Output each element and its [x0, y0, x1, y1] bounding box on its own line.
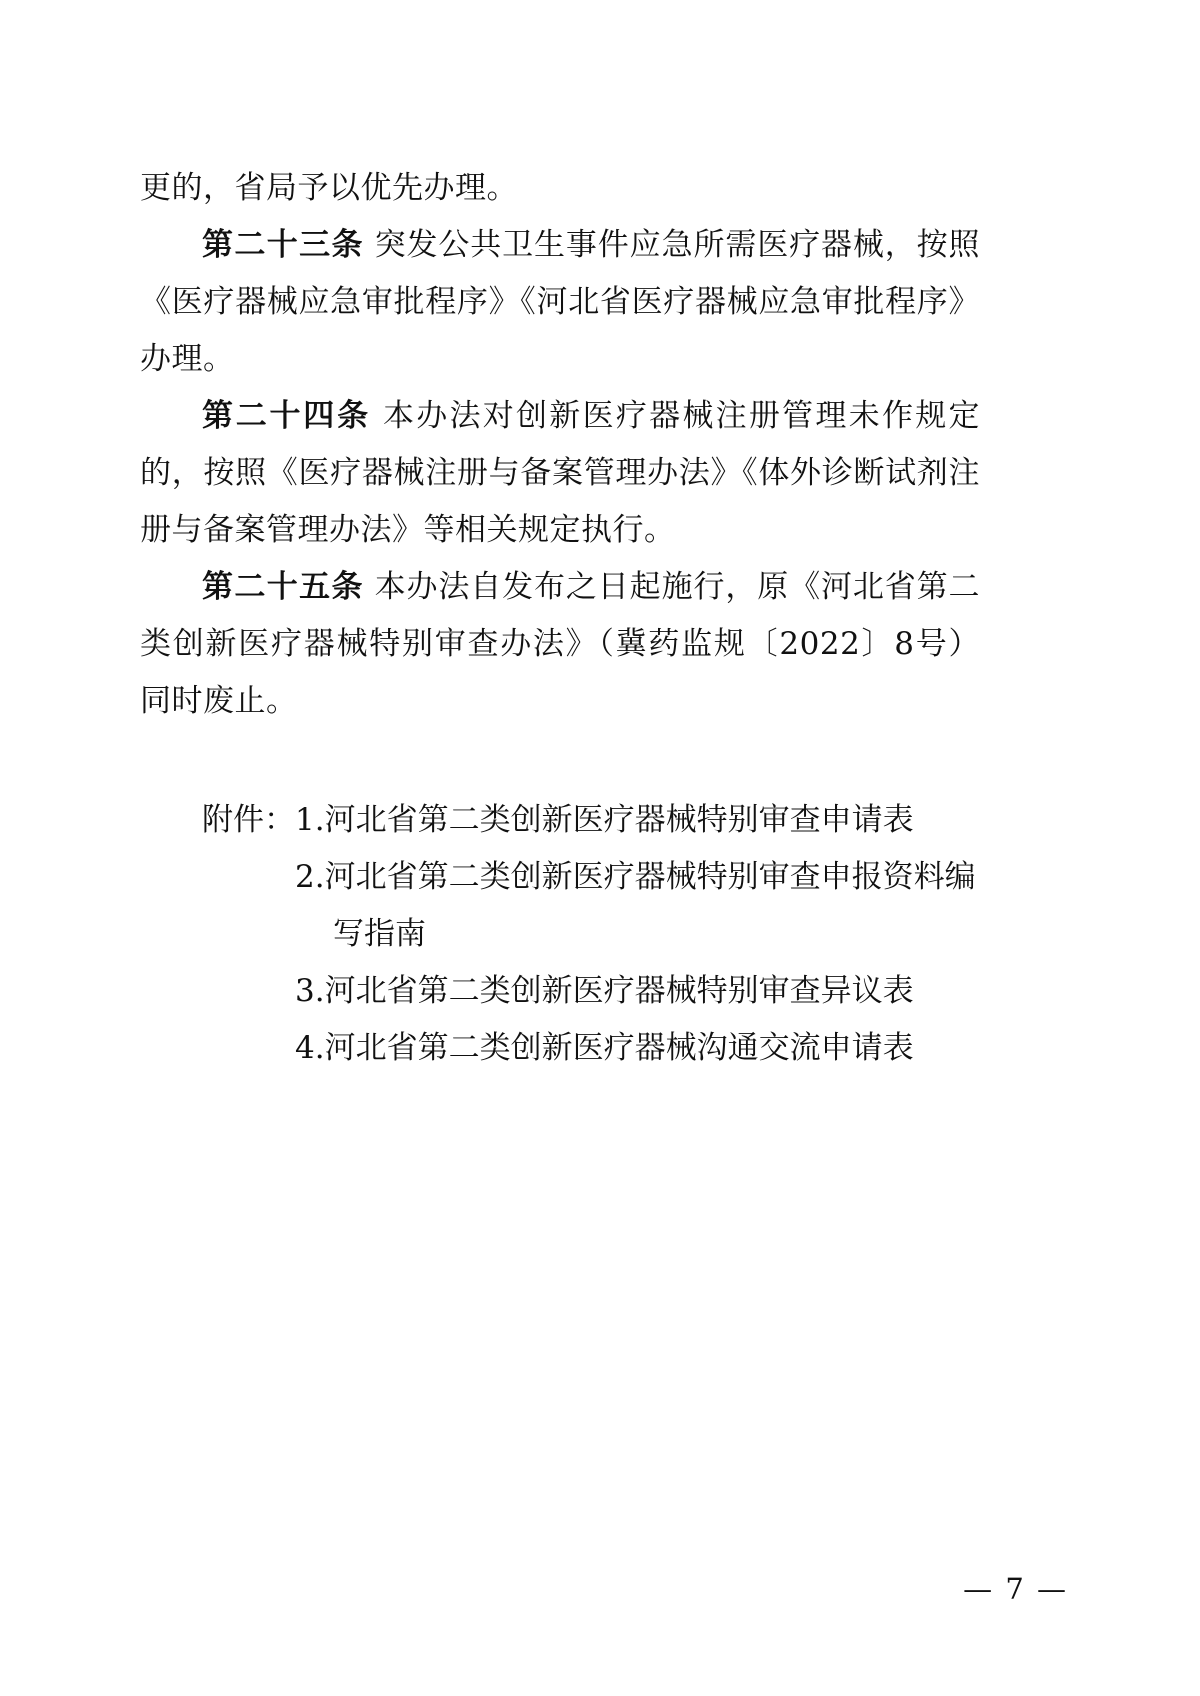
paragraph-article-25 — [140, 559, 980, 730]
attachments-block — [140, 792, 980, 1077]
paragraph-continued — [140, 160, 980, 217]
attachment-item-2: 2.河北省第二类创新医疗器械特别审查申报资料编 — [295, 859, 976, 895]
document-body — [140, 160, 980, 1077]
attachments-row — [140, 792, 980, 1077]
attachment-item-3: 3.河北省第二类创新医疗器械特别审查异议表 — [295, 973, 914, 1009]
list-item — [295, 849, 980, 963]
page-number: — 7 — — [963, 1572, 1068, 1606]
paragraph-text-25: 本办法自发布之日起施行，原《河北省第二类创新医疗器械特别审查办法》（冀药监规〔2022〕8号）同时废止。 — [140, 569, 980, 719]
paragraph-text: 更的，省局予以优先办理。 — [140, 170, 518, 206]
article-label-23: 第二十三条 — [202, 227, 364, 263]
list-item — [295, 792, 980, 849]
article-label-25: 第二十五条 — [202, 569, 364, 605]
paragraph-article-24 — [140, 388, 980, 559]
attachments-label: 附件： — [202, 802, 295, 838]
paragraph-article-23 — [140, 217, 980, 388]
attachment-item-1: 1.河北省第二类创新医疗器械特别审查申请表 — [295, 802, 914, 838]
paragraph-text-23: 突发公共卫生事件应急所需医疗器械，按照《医疗器械应急审批程序》《河北省医疗器械应急审批程序》办理。 — [140, 227, 980, 377]
paragraph-text-24: 本办法对创新医疗器械注册管理未作规定的，按照《医疗器械注册与备案管理办法》《体外诊断试剂注册与备案管理办法》等相关规定执行。 — [140, 398, 981, 548]
article-label-24: 第二十四条 — [202, 398, 371, 434]
attachment-item-2-continuation: 写指南 — [333, 916, 426, 952]
list-item — [295, 1020, 980, 1077]
attachment-item-4: 4.河北省第二类创新医疗器械沟通交流申请表 — [295, 1030, 914, 1066]
list-item — [295, 963, 980, 1020]
attachments-list — [295, 792, 980, 1077]
